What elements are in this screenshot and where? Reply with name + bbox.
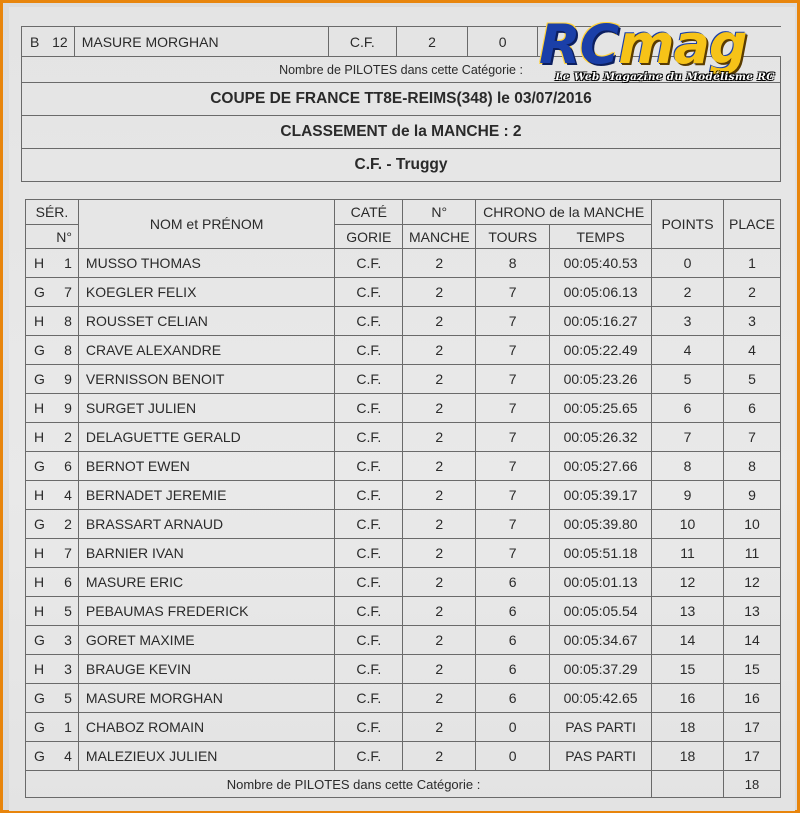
place-cell: 10 xyxy=(723,510,780,539)
place-cell: 2 xyxy=(723,278,780,307)
series-cell: H xyxy=(34,603,45,619)
place-cell: 6 xyxy=(723,394,780,423)
results-table xyxy=(25,199,781,798)
top-footer-label: Nombre de PILOTES dans cette Catégorie : xyxy=(22,57,781,83)
number-cell: 12 xyxy=(52,33,68,50)
table-row xyxy=(26,626,781,655)
number-cell: 4 xyxy=(64,748,72,764)
manche-cell: 2 xyxy=(396,27,468,57)
tours-cell: 0 xyxy=(476,742,550,771)
name-cell: MASURE MORGHAN xyxy=(74,27,328,57)
temps-cell: PAS PARTI xyxy=(550,742,652,771)
name-cell: PEBAUMAS FREDERICK xyxy=(78,597,334,626)
series-cell: H xyxy=(34,255,45,271)
name-cell: KOEGLER FELIX xyxy=(78,278,334,307)
temps-cell: 00:05:06.13 xyxy=(550,278,652,307)
number-cell: 7 xyxy=(64,545,72,561)
manche-cell: 2 xyxy=(403,713,476,742)
name-cell: CHABOZ ROMAIN xyxy=(78,713,334,742)
number-cell: 8 xyxy=(64,313,72,329)
category-cell: C.F. xyxy=(335,713,403,742)
tours-cell: 7 xyxy=(476,423,550,452)
manche-cell: 2 xyxy=(403,307,476,336)
place-cell: 9 xyxy=(723,481,780,510)
manche-cell: 2 xyxy=(403,452,476,481)
tours-cell: 7 xyxy=(476,336,550,365)
tours-cell: 7 xyxy=(476,365,550,394)
name-cell: GORET MAXIME xyxy=(78,626,334,655)
place-cell: 12 xyxy=(723,568,780,597)
tours-cell: 7 xyxy=(476,481,550,510)
place-cell: 16 xyxy=(723,684,780,713)
category-cell: C.F. xyxy=(335,597,403,626)
place-cell: 3 xyxy=(723,307,780,336)
temps-cell: 00:05:01.13 xyxy=(550,568,652,597)
number-cell: 2 xyxy=(64,516,72,532)
name-cell: ROUSSET CELIAN xyxy=(78,307,334,336)
temps-cell: 00:05:40.53 xyxy=(550,249,652,278)
table-row xyxy=(26,568,781,597)
category-cell: C.F. xyxy=(335,336,403,365)
name-cell: SURGET JULIEN xyxy=(78,394,334,423)
points-cell: 11 xyxy=(652,539,724,568)
manche-cell: 2 xyxy=(403,655,476,684)
place-cell: 1 xyxy=(723,249,780,278)
series-cell: H xyxy=(34,313,45,329)
manche-cell: 2 xyxy=(403,626,476,655)
col-place: PLACE xyxy=(723,200,780,249)
category-cell: C.F. xyxy=(335,626,403,655)
temps-cell: PAS PARTI xyxy=(550,713,652,742)
rcmag-logo xyxy=(531,15,793,87)
manche-cell: 2 xyxy=(403,423,476,452)
category-cell: C.F. xyxy=(335,307,403,336)
col-chrono: CHRONO de la MANCHE xyxy=(476,200,652,225)
name-cell: BRAUGE KEVIN xyxy=(78,655,334,684)
tours-cell: 6 xyxy=(476,684,550,713)
number-cell: 6 xyxy=(64,458,72,474)
series-cell: H xyxy=(34,661,45,677)
place-cell: 17 xyxy=(723,713,780,742)
number-cell: 2 xyxy=(64,429,72,445)
place-cell: 13 xyxy=(723,597,780,626)
category-cell: C.F. xyxy=(335,568,403,597)
temps-cell: 00:05:39.17 xyxy=(550,481,652,510)
series-cell: G xyxy=(34,719,45,735)
points-cell: 16 xyxy=(652,684,724,713)
number-cell: 9 xyxy=(64,400,72,416)
logo-tagline: Le Web Magazine du Modélisme RC xyxy=(555,71,775,83)
event-header xyxy=(21,82,781,182)
place-cell: 17 xyxy=(723,742,780,771)
category-cell: C.F. xyxy=(335,539,403,568)
temps-cell: 00:05:05.54 xyxy=(550,597,652,626)
manche-cell: 2 xyxy=(403,481,476,510)
name-cell: DELAGUETTE GERALD xyxy=(78,423,334,452)
name-cell: CRAVE ALEXANDRE xyxy=(78,336,334,365)
points-cell: 14 xyxy=(652,626,724,655)
place-cell: 11 xyxy=(723,539,780,568)
number-cell: 9 xyxy=(64,371,72,387)
temps-cell: 00:05:39.80 xyxy=(550,510,652,539)
table-row xyxy=(26,365,781,394)
points-cell: 7 xyxy=(652,423,724,452)
table-row xyxy=(26,452,781,481)
category-cell: C.F. xyxy=(335,423,403,452)
col-cat-1: CATÉ xyxy=(335,200,403,225)
manche-cell: 2 xyxy=(403,278,476,307)
name-cell: VERNISSON BENOIT xyxy=(78,365,334,394)
category-cell: C.F. xyxy=(335,452,403,481)
tours-cell: 7 xyxy=(476,307,550,336)
table-row xyxy=(26,655,781,684)
series-cell: B xyxy=(30,33,40,50)
points-cell: 9 xyxy=(652,481,724,510)
tours-cell: 7 xyxy=(476,278,550,307)
name-cell: MALEZIEUX JULIEN xyxy=(78,742,334,771)
col-temps: TEMPS xyxy=(550,225,652,249)
series-cell: H xyxy=(34,487,45,503)
manche-cell: 2 xyxy=(403,684,476,713)
manche-cell: 2 xyxy=(403,742,476,771)
tours-cell: 7 xyxy=(476,452,550,481)
category-cell: C.F. xyxy=(335,510,403,539)
name-cell: BARNIER IVAN xyxy=(78,539,334,568)
table-row xyxy=(26,423,781,452)
category-cell: C.F. xyxy=(335,394,403,423)
table-row xyxy=(26,278,781,307)
manche-cell: 2 xyxy=(403,365,476,394)
temps-cell: 00:05:42.65 xyxy=(550,684,652,713)
number-cell: 7 xyxy=(64,284,72,300)
points-cell: 10 xyxy=(652,510,724,539)
series-cell: H xyxy=(34,574,45,590)
temps-cell: 00:05:16.27 xyxy=(550,307,652,336)
tours-cell: 7 xyxy=(476,510,550,539)
number-cell: 6 xyxy=(64,574,72,590)
manche-cell: 2 xyxy=(403,336,476,365)
series-cell: H xyxy=(34,545,45,561)
table-row xyxy=(26,481,781,510)
event-title: COUPE DE FRANCE TT8E-REIMS(348) le 03/07/2016 xyxy=(22,83,781,116)
temps-cell: 00:05:23.26 xyxy=(550,365,652,394)
manche-cell: 2 xyxy=(403,249,476,278)
name-cell: MASURE ERIC xyxy=(78,568,334,597)
number-cell: 8 xyxy=(64,342,72,358)
manche-cell: 2 xyxy=(403,394,476,423)
category-cell: C.F. xyxy=(335,278,403,307)
name-cell: BERNOT EWEN xyxy=(78,452,334,481)
points-cell: 18 xyxy=(652,742,724,771)
col-manche-2: MANCHE xyxy=(403,225,476,249)
series-cell: G xyxy=(34,690,45,706)
number-cell: 3 xyxy=(64,632,72,648)
footer-row xyxy=(26,771,781,798)
points-cell: 12 xyxy=(652,568,724,597)
col-points: POINTS xyxy=(652,200,724,249)
tours-cell: 8 xyxy=(476,249,550,278)
col-manche-1: N° xyxy=(403,200,476,225)
points-cell: 3 xyxy=(652,307,724,336)
col-tours: TOURS xyxy=(476,225,550,249)
series-cell: H xyxy=(34,429,45,445)
temps-cell: 00:05:51.18 xyxy=(550,539,652,568)
series-cell: G xyxy=(34,371,45,387)
number-cell: 5 xyxy=(64,603,72,619)
name-cell: MUSSO THOMAS xyxy=(78,249,334,278)
points-cell: 0 xyxy=(652,249,724,278)
place-cell: 7 xyxy=(723,423,780,452)
temps-cell: 00:05:25.65 xyxy=(550,394,652,423)
category-cell: C.F. xyxy=(335,655,403,684)
manche-cell: 2 xyxy=(403,568,476,597)
tours-cell: 0 xyxy=(468,27,538,57)
tours-cell: 6 xyxy=(476,597,550,626)
table-row xyxy=(26,684,781,713)
col-name: NOM et PRÉNOM xyxy=(78,200,334,249)
number-cell: 4 xyxy=(64,487,72,503)
points-cell: 4 xyxy=(652,336,724,365)
temps-cell: 00:05:37.29 xyxy=(550,655,652,684)
temps-cell: 00:05:34.67 xyxy=(550,626,652,655)
place-cell: 15 xyxy=(723,655,780,684)
number-cell: 3 xyxy=(64,661,72,677)
series-cell: G xyxy=(34,632,45,648)
category-cell: C.F. xyxy=(335,249,403,278)
table-row xyxy=(26,510,781,539)
manche-cell: 2 xyxy=(403,539,476,568)
pilot-count: 18 xyxy=(723,771,780,798)
category-title: C.F. - Truggy xyxy=(22,149,781,182)
tours-cell: 6 xyxy=(476,655,550,684)
series-cell: G xyxy=(34,458,45,474)
tours-cell: 7 xyxy=(476,394,550,423)
number-cell: 1 xyxy=(64,255,72,271)
footer-label: Nombre de PILOTES dans cette Catégorie : xyxy=(26,771,652,798)
tours-cell: 7 xyxy=(476,539,550,568)
col-num: N° xyxy=(26,225,79,249)
table-row xyxy=(26,394,781,423)
number-cell: 5 xyxy=(64,690,72,706)
series-cell: H xyxy=(34,400,45,416)
points-cell: 13 xyxy=(652,597,724,626)
place-cell: 4 xyxy=(723,336,780,365)
series-cell: G xyxy=(34,284,45,300)
header-row xyxy=(26,200,781,225)
table-row xyxy=(26,336,781,365)
series-cell: G xyxy=(34,516,45,532)
col-ser: SÉR. xyxy=(26,200,79,225)
manche-cell: 2 xyxy=(403,597,476,626)
points-cell: 2 xyxy=(652,278,724,307)
category-cell: C.F. xyxy=(335,742,403,771)
name-cell: BRASSART ARNAUD xyxy=(78,510,334,539)
manche-cell: 2 xyxy=(403,510,476,539)
table-row xyxy=(26,713,781,742)
name-cell: BERNADET JEREMIE xyxy=(78,481,334,510)
table-row xyxy=(26,742,781,771)
name-cell: MASURE MORGHAN xyxy=(78,684,334,713)
series-cell: G xyxy=(34,342,45,358)
logo-mag: mag xyxy=(618,13,747,76)
tours-cell: 6 xyxy=(476,568,550,597)
table-row xyxy=(26,539,781,568)
classement-title: CLASSEMENT de la MANCHE : 2 xyxy=(22,116,781,149)
points-cell: 6 xyxy=(652,394,724,423)
logo-rc: RC xyxy=(539,13,619,76)
tours-cell: 0 xyxy=(476,713,550,742)
category-cell: C.F. xyxy=(335,481,403,510)
place-cell: 8 xyxy=(723,452,780,481)
category-cell: C.F. xyxy=(335,365,403,394)
place-cell: 14 xyxy=(723,626,780,655)
col-cat-2: GORIE xyxy=(335,225,403,249)
temps-cell: 00:05:27.66 xyxy=(550,452,652,481)
temps-cell: 00:05:26.32 xyxy=(550,423,652,452)
points-cell: 8 xyxy=(652,452,724,481)
points-cell: 18 xyxy=(652,713,724,742)
category-cell: C.F. xyxy=(328,27,396,57)
temps-cell: 00:05:22.49 xyxy=(550,336,652,365)
series-cell: G xyxy=(34,748,45,764)
table-row xyxy=(26,249,781,278)
points-cell: 5 xyxy=(652,365,724,394)
number-cell: 1 xyxy=(64,719,72,735)
table-row xyxy=(26,307,781,336)
table-row xyxy=(26,597,781,626)
place-cell: 5 xyxy=(723,365,780,394)
tours-cell: 6 xyxy=(476,626,550,655)
points-cell: 15 xyxy=(652,655,724,684)
category-cell: C.F. xyxy=(335,684,403,713)
